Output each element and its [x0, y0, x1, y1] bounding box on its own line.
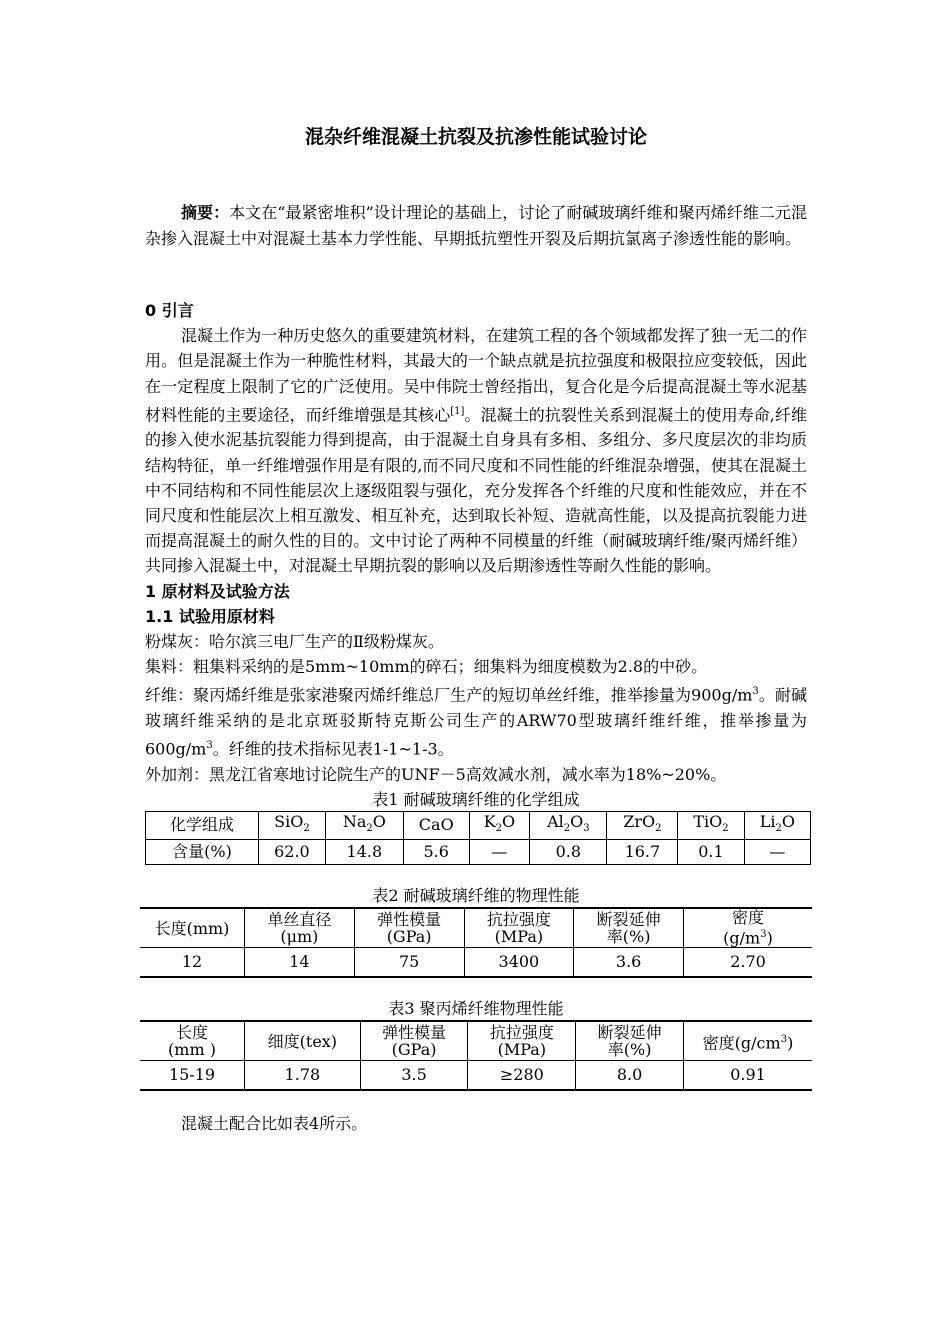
fiber-sup-2: 3 — [206, 740, 213, 752]
table-1-cell: 16.7 — [607, 840, 678, 865]
intro-text-b: 。混凝土的抗裂性关系到混凝土的使用寿命,纤维的掺入使水泥基抗裂能力得到提高，由于混凝土自身具有多相、多组分、多尺度层次的非均质结构特征，单一纤维增强作用是有限的,而不同尺度和不同性能的纤维混杂增强，使其在混凝土中不同结构和不同性能层次上逐级阻裂与强化，充分发挥各个纤维的尺度和性能效应，并在不同尺度和性能层次上相互激发、相互补充，达到取长补短、造就高性能，以及提高抗裂能力进而提高混凝土的耐久性的目的。文中讨论了两种不同模量的纤维（耐碱玻璃纤维/聚丙烯纤维）共同掺入混凝土中，对混凝土早期抗裂的影响以及后期渗透性等耐久性能的影响。 — [145, 405, 807, 576]
table-1-cell: 0.8 — [530, 840, 607, 865]
table-2-value-row — [140, 948, 812, 978]
table-1-row-header: 化学组成 — [146, 811, 259, 839]
table-2-cell: 75 — [354, 948, 464, 978]
table-3-header-row — [140, 1021, 812, 1061]
table-1-cell: 62.0 — [259, 840, 326, 865]
table-3 — [140, 1020, 812, 1091]
table-1-cell: 14.8 — [325, 840, 403, 865]
table-2-cell: 3400 — [464, 948, 574, 978]
citation-ref: [1] — [450, 405, 465, 417]
table-2-cell: 3.6 — [574, 948, 684, 978]
table-1-component: TiO$_2$ — [678, 811, 744, 839]
table-1-header-row — [146, 811, 811, 839]
fly-ash-text: 粉煤灰：哈尔滨三电厂生产的Ⅱ级粉煤灰。 — [145, 631, 444, 651]
fiber-text-a: 纤维：聚丙烯纤维是张家港聚丙烯纤维总厂生产的短切单丝纤维，推举掺量为900g/m — [145, 685, 753, 705]
intro-paragraph — [145, 323, 807, 578]
table-1-component: $Al_2O_3$ — [530, 811, 607, 839]
table-1-caption: 表1 耐碱玻璃纤维的化学组成 — [372, 789, 580, 809]
table-1-cell: 0.1 — [678, 840, 744, 865]
admixture-text: 外加剂：黑龙江省寒地讨论院生产的UNF－5高效减水剂，减水率为18%~20%。 — [145, 764, 727, 784]
table-2-caption: 表2 耐碱玻璃纤维的物理性能 — [372, 886, 580, 906]
table-2-header-row — [140, 908, 812, 948]
table-3-cell: 15-19 — [140, 1061, 245, 1091]
table-3-header: 断裂延伸 率(%) — [576, 1021, 684, 1061]
table-2-header: 长度(mm) — [140, 908, 245, 948]
table-3-cell: ≥280 — [468, 1061, 576, 1091]
section-1-heading: 1 原材料及试验方法 — [145, 581, 290, 601]
section-1-1-heading: 1.1 试验用原材料 — [145, 606, 275, 626]
mix-ratio-text: 混凝土配合比如表4所示。 — [181, 1114, 368, 1134]
table-3-cell: 8.0 — [576, 1061, 684, 1091]
table-2-header: 弹性模量 (GPa) — [354, 908, 464, 948]
table-3-header: 弹性模量 (GPa) — [360, 1021, 468, 1061]
table-3-cell: 1.78 — [245, 1061, 361, 1091]
fiber-text-b: 。耐碱玻璃纤维采纳的是北京斑驳斯特克斯公司生产的ARW70型玻璃纤维纤维，推举掺量为600g/m — [145, 685, 807, 759]
section-0-heading: 0 引言 — [145, 301, 194, 320]
table-2-cell: 14 — [245, 948, 355, 978]
table-1-value-row — [146, 840, 811, 865]
paper-title: 混杂纤维混凝土抗裂及抗渗性能试验讨论 — [304, 126, 647, 148]
abstract-label: 摘要： — [181, 203, 230, 222]
intro-text-a: 混凝土作为一种历史悠久的重要建筑材料，在建筑工程的各个领域都发挥了独一无二的作用。但是混凝土作为一种脆性材料，其最大的一个缺点就是抗拉强度和极限拉应变较低，因此在一定程度上限制了它的广泛使用。吴中伟院士曾经指出，复合化是今后提高混凝土等水泥基材料性能的主要途径，而纤维增强是其核心 — [145, 326, 807, 425]
table-3-cell: 0.91 — [684, 1061, 813, 1091]
table-1-cell: — — [469, 840, 530, 865]
table-1-component: $Na_2O$ — [325, 811, 403, 839]
table-3-header: 细度(tex) — [245, 1021, 361, 1061]
fiber-text — [145, 679, 807, 761]
table-2-cell: 2.70 — [684, 948, 813, 978]
abstract — [145, 200, 807, 252]
table-1-component: $K_2O$ — [469, 811, 530, 839]
table-1-component: ZrO$_2$ — [607, 811, 678, 839]
table-1-component: CaO — [403, 811, 469, 839]
table-3-header: 抗拉强度 (MPa) — [468, 1021, 576, 1061]
table-3-cell: 3.5 — [360, 1061, 468, 1091]
table-1 — [145, 811, 811, 865]
table-1-row2-header: 含量(%) — [146, 840, 259, 865]
table-3-value-row — [140, 1061, 812, 1091]
table-2 — [140, 907, 812, 978]
paper-body — [145, 298, 807, 1136]
fiber-sup-1: 3 — [752, 686, 759, 698]
table-2-header: 单丝直径 (μm) — [245, 908, 355, 948]
table-2-header: 抗拉强度 (MPa) — [464, 908, 574, 948]
table-3-header: 密度$(g/cm^3)$ — [684, 1021, 813, 1061]
table-3-header: 长度 (mm ) — [140, 1021, 245, 1061]
table-3-caption: 表3 聚丙烯纤维物理性能 — [388, 999, 564, 1019]
aggregate-text: 集料：粗集料采纳的是5mm~10mm的碎石；细集料为细度模数为2.8的中砂。 — [145, 657, 708, 677]
table-1-cell: — — [744, 840, 810, 865]
fiber-text-c: 。纤维的技术指标见表1-1~1-3。 — [212, 739, 454, 759]
table-2-header: 断裂延伸 率(%) — [574, 908, 684, 948]
table-1-cell: 5.6 — [403, 840, 469, 865]
table-2-cell: 12 — [140, 948, 245, 978]
table-1-component: SiO$_2$ — [259, 811, 326, 839]
abstract-text: 本文在“最紧密堆积”设计理论的基础上，讨论了耐碱玻璃纤维和聚丙烯纤维二元混杂掺入混凝土中对混凝土基本力学性能、早期抵抗塑性开裂及后期抗氯离子渗透性能的影响。 — [145, 203, 807, 248]
table-2-header: 密度 $(g/m^3)$ — [684, 908, 813, 948]
table-1-component: $Li_2O$ — [744, 811, 810, 839]
